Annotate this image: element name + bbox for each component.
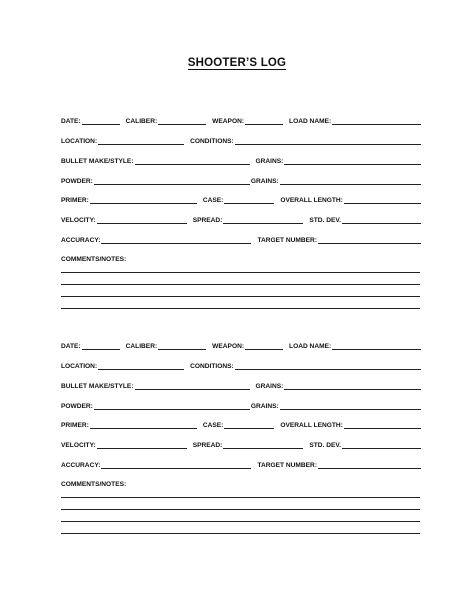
entry-1-row-comments (61, 252, 421, 264)
entry-2-row-date (61, 339, 421, 351)
grains-field[interactable] (280, 409, 421, 410)
location-label: LOCATION: (61, 138, 98, 145)
grains-field[interactable] (284, 389, 421, 390)
entry-1-row-bullet (61, 154, 421, 166)
primer-field[interactable] (90, 203, 197, 204)
entry-2-row-bullet (61, 379, 421, 391)
velocity-field[interactable] (97, 448, 187, 449)
grains-label: GRAINS: (250, 178, 279, 185)
comment-line[interactable] (61, 296, 420, 297)
caliber-field[interactable] (158, 124, 206, 125)
spread-label: SPREAD: (192, 217, 223, 224)
velocity-label: VELOCITY: (61, 217, 96, 224)
load-name-field[interactable] (332, 349, 421, 350)
powder-label: POWDER: (61, 403, 93, 410)
conditions-label: CONDITIONS: (190, 138, 234, 145)
entry-1-row-accuracy (61, 233, 421, 245)
entry-2-row-primer (61, 418, 421, 430)
comment-line[interactable] (61, 497, 420, 498)
entry-1-row-powder (61, 174, 421, 186)
spread-field[interactable] (223, 448, 303, 449)
entry-2-row-accuracy (61, 458, 421, 470)
caliber-field[interactable] (158, 349, 206, 350)
date-field[interactable] (82, 349, 120, 350)
velocity-field[interactable] (97, 223, 187, 224)
grains-field[interactable] (280, 184, 421, 185)
overall-length-field[interactable] (344, 203, 421, 204)
bullet-field[interactable] (135, 389, 250, 390)
conditions-field[interactable] (235, 144, 421, 145)
velocity-label: VELOCITY: (61, 442, 96, 449)
accuracy-field[interactable] (101, 243, 251, 244)
bullet-field[interactable] (135, 164, 250, 165)
powder-field[interactable] (94, 409, 250, 410)
caliber-label: CALIBER: (125, 343, 158, 350)
primer-label: PRIMER: (61, 422, 89, 429)
load-name-field[interactable] (332, 124, 421, 125)
overall-length-field[interactable] (344, 428, 421, 429)
comment-line[interactable] (61, 272, 420, 273)
page-title: SHOOTER’S LOG (187, 57, 287, 69)
case-field[interactable] (224, 428, 274, 429)
entry-1-row-location (61, 134, 421, 146)
bullet-label: BULLET MAKE/STYLE: (61, 158, 134, 165)
comment-line[interactable] (61, 308, 420, 309)
entry-1-row-date (61, 114, 421, 126)
date-label: DATE: (61, 118, 81, 125)
load-name-label: LOAD NAME: (289, 118, 332, 125)
entry-2-row-velocity (61, 438, 421, 450)
comment-line[interactable] (61, 521, 420, 522)
case-field[interactable] (224, 203, 274, 204)
primer-field[interactable] (90, 428, 197, 429)
target-number-label: TARGET NUMBER: (257, 237, 318, 244)
weapon-field[interactable] (245, 349, 283, 350)
comments-label: COMMENTS/NOTES: (61, 481, 127, 488)
primer-label: PRIMER: (61, 197, 89, 204)
accuracy-label: ACCURACY: (61, 462, 101, 469)
date-label: DATE: (61, 343, 81, 350)
overall-length-label: OVERALL LENGTH: (280, 422, 343, 429)
weapon-label: WEAPON: (212, 118, 245, 125)
powder-label: POWDER: (61, 178, 93, 185)
grains-label: GRAINS: (255, 383, 284, 390)
powder-field[interactable] (94, 184, 250, 185)
entry-1-row-primer (61, 193, 421, 205)
entry-2-row-comments (61, 477, 421, 489)
weapon-label: WEAPON: (212, 343, 245, 350)
bullet-label: BULLET MAKE/STYLE: (61, 383, 134, 390)
accuracy-label: ACCURACY: (61, 237, 101, 244)
grains-field[interactable] (284, 164, 421, 165)
std-dev-label: STD. DEV. (309, 442, 342, 449)
entry-2-row-location (61, 359, 421, 371)
weapon-field[interactable] (245, 124, 283, 125)
case-label: CASE: (202, 422, 224, 429)
target-number-field[interactable] (318, 243, 421, 244)
location-label: LOCATION: (61, 363, 98, 370)
location-field[interactable] (98, 369, 184, 370)
std-dev-field[interactable] (342, 448, 421, 449)
load-name-label: LOAD NAME: (289, 343, 332, 350)
std-dev-label: STD. DEV. (309, 217, 342, 224)
comment-line[interactable] (61, 284, 420, 285)
comments-label: COMMENTS/NOTES: (61, 256, 127, 263)
caliber-label: CALIBER: (125, 118, 158, 125)
grains-label: GRAINS: (255, 158, 284, 165)
spread-field[interactable] (223, 223, 303, 224)
conditions-field[interactable] (235, 369, 421, 370)
date-field[interactable] (82, 124, 120, 125)
entry-1-row-velocity (61, 213, 421, 225)
spread-label: SPREAD: (192, 442, 223, 449)
entry-2-row-powder (61, 399, 421, 411)
accuracy-field[interactable] (101, 468, 251, 469)
grains-label: GRAINS: (250, 403, 279, 410)
std-dev-field[interactable] (342, 223, 421, 224)
overall-length-label: OVERALL LENGTH: (280, 197, 343, 204)
conditions-label: CONDITIONS: (190, 363, 234, 370)
target-number-field[interactable] (318, 468, 421, 469)
target-number-label: TARGET NUMBER: (257, 462, 318, 469)
comment-line[interactable] (61, 509, 420, 510)
comment-line[interactable] (61, 533, 420, 534)
location-field[interactable] (98, 144, 184, 145)
case-label: CASE: (202, 197, 224, 204)
